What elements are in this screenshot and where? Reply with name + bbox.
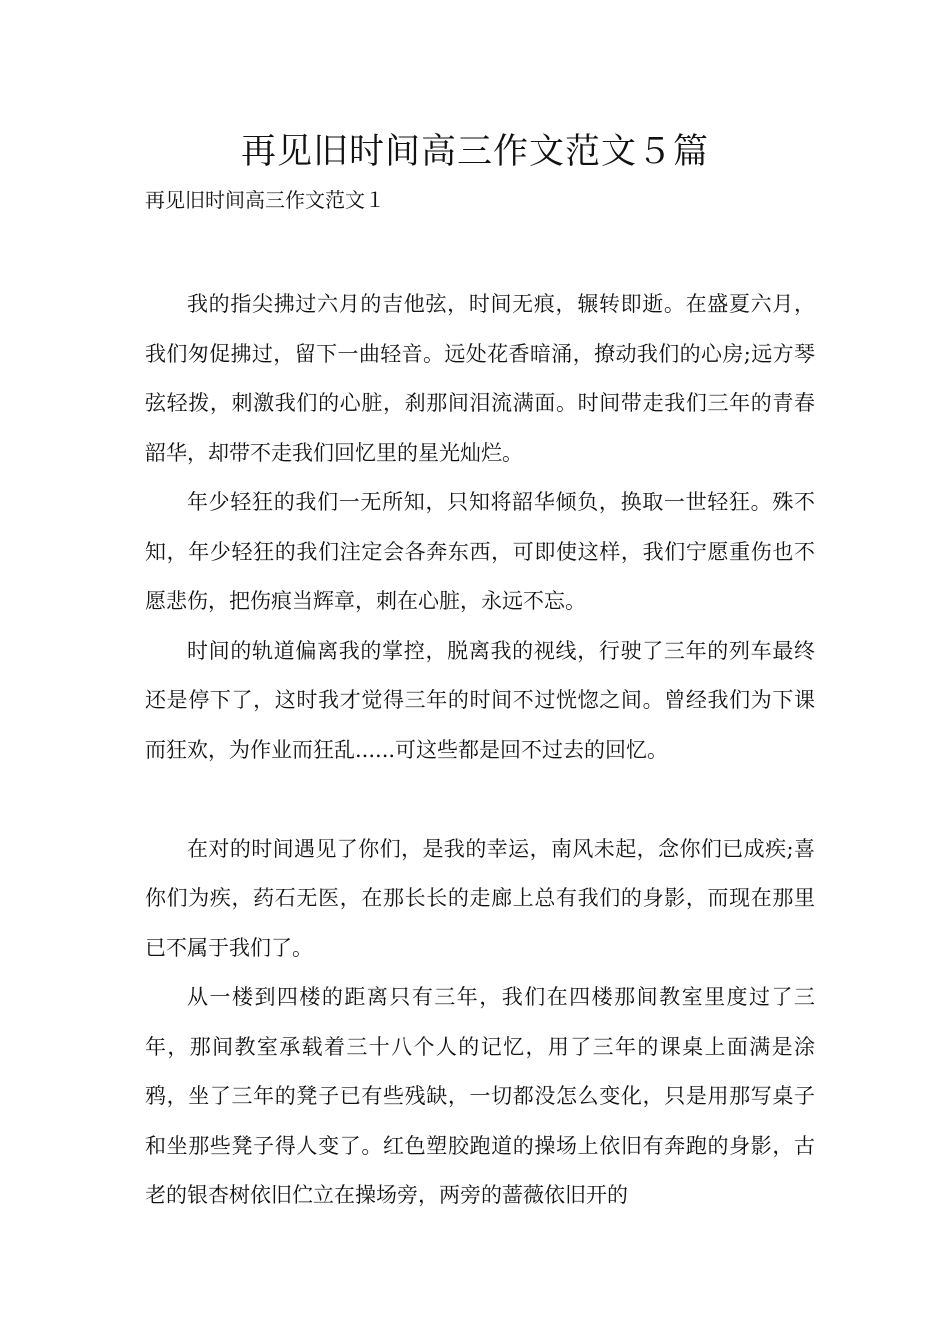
paragraph-3: 时间的轨道偏离我的掌控，脱离我的视线，行驶了三年的列车最终还是停下了，这时我才觉得三年的时间不过恍惚之间。曾经我们为下课而狂欢，为作业而狂乱......可这些都是回不过去的回忆。 [145, 638, 815, 762]
paragraph-gap [145, 775, 815, 825]
paragraph-5: 从一楼到四楼的距离只有三年，我们在四楼那间教室里度过了三年，那间教室承载着三十八个人的记忆，用了三年的课桌上面满是涂鸦，坐了三年的凳子已有些残缺，一切都没怎么变化，只是用那写桌子和坐那些凳子得人变了。红色塑胶跑道的操场上依旧有奔跑的身影，古老的银杏树依旧伫立在操场旁，两旁的蔷薇依旧开的 [145, 985, 815, 1207]
document-title: 再见旧时间高三作文范文５篇 [240, 132, 709, 172]
paragraph-1: 我的指尖拂过六月的吉他弦，时间无痕，辗转即逝。在盛夏六月，我们匆促拂过，留下一曲轻音。远处花香暗涌，撩动我们的心房;远方琴弦轻拨，刺激我们的心脏，刹那间泪流满面。时间带走我们三年的青春韶华，却带不走我们回忆里的星光灿烂。 [145, 292, 815, 465]
document-body [145, 280, 815, 1221]
document-subtitle: 再见旧时间高三作文范文１ [145, 188, 385, 212]
paragraph-4: 在对的时间遇见了你们，是我的幸运，南风未起，念你们已成疾;喜你们为疾，药石无医，在那长长的走廊上总有我们的身影，而现在那里已不属于我们了。 [145, 836, 815, 960]
paragraph-2: 年少轻狂的我们一无所知，只知将韶华倾负，换取一世轻狂。殊不知，年少轻狂的我们注定会各奔东西，可即使这样，我们宁愿重伤也不愿悲伤，把伤痕当辉章，刺在心脏，永远不忘。 [145, 490, 815, 613]
